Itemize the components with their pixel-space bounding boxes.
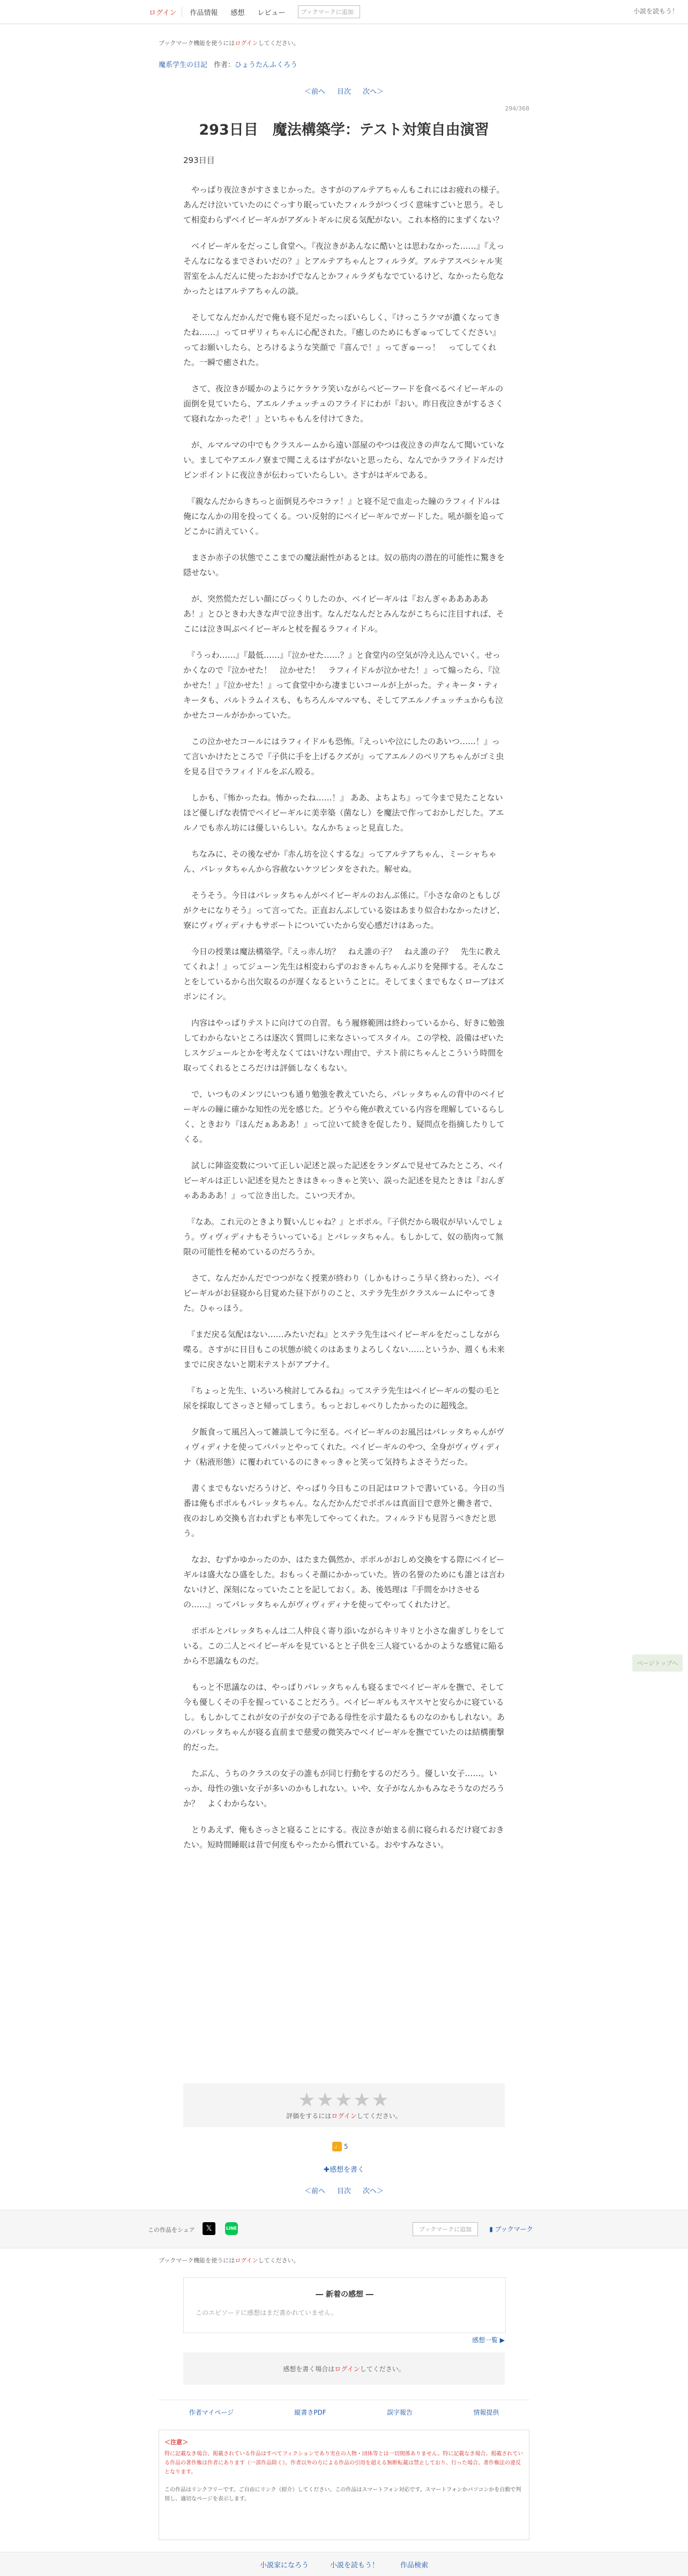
notice-heading: ＜注意＞ <box>164 2439 188 2446</box>
vertical-pdf-link[interactable]: 縦書きPDF <box>294 2409 326 2416</box>
login-link-inline-bottom[interactable]: ログイン <box>235 2257 258 2264</box>
body-paragraph: 『ちょっと先生、いろいろ検討してみるね』ってステラ先生はベイビーギルの髪の毛と尿を採取してさっさと帰ってしまう。もっとおしゃべりしたかったのに超残念。 <box>183 1386 500 1411</box>
search-link[interactable]: 作品検索 <box>400 2561 429 2570</box>
toc-link-bottom[interactable]: 目次 <box>336 2187 351 2195</box>
footer-links <box>159 2400 529 2417</box>
next-link-bottom[interactable]: 次へ＞ <box>363 2187 384 2195</box>
novel-body <box>183 182 505 1864</box>
work-title-link[interactable]: 魔系学生の日記 <box>159 61 208 69</box>
top-navigation <box>0 0 688 24</box>
login-link[interactable]: ログイン <box>144 7 182 17</box>
login-link-inline[interactable]: ログイン <box>235 40 258 47</box>
no-reviews-text: このエピソードに感想はまだ書かれていません。 <box>196 2309 338 2317</box>
legal-notice <box>159 2430 529 2540</box>
nav-recommend[interactable]: レビュー <box>257 9 286 17</box>
body-paragraph: 内容はやっぱりテストに向けての自習。もう履修範囲は終わっているから、好きに勉強してわからないところは逐次く質問しに来なさいってスタイル。この学校、設備はぜいたしスケジュールとかを考えなくてはいけない理由で、テスト前にちゃんとこういう時間を取ってくれるところだけは評価しなくもない。 <box>183 1018 505 1073</box>
body-paragraph: 試しに陣盗変数について正しい記述と誤った記述をランダムで見せてみたところ、ベイビーギルは正しい記述を見たときはきゃっきゃと笑い、誤った記述を見たときは『おんぎゃああああ！』って泣き出した。こいつ天才か。 <box>183 1161 505 1200</box>
info-provide-link[interactable]: 情報提供 <box>473 2409 499 2416</box>
pager-top <box>159 86 529 96</box>
body-paragraph: 『うっわ……』『最低……』『泣かせた……？』と食堂内の空気が冷え込んでいく。せっかくなので『泣かせた！ 泣かせた！ ラフィイドルが泣かせた！』って煽ったら、『泣かせた！』『泣かせた！』って食堂中から凄まじいコールが上がった。ティキータ・ティキータも、バルトラムイスも、もちろんルマルマも、そしてアエルノチュッチュからも泣かせたコールがかかっていた。 <box>183 650 504 720</box>
site-logo[interactable]: 小説を読もう！ <box>633 8 678 15</box>
notice-link-free-text: この作品はリンクフリーです。ご自由にリンク（紹介）してください。この作品はスマートフォン対応です。スマートフォンかパソコンかを自動で判別し、適切なページを表示します。 <box>164 2487 521 2502</box>
body-paragraph: で、いつものメンツにいつも通り勉強を教えていたら、パレッタちゃんの背中のベイビーギルの瞳に確かな知性の光を感じた。どうやら俺が教えている内容を理解しているらしく、ときおり『ほんだぁあああ！』って泣いて続きを促したり、疑問点を指摘したりしてくる。 <box>183 1089 505 1144</box>
share-label: この作品をシェア <box>148 2226 195 2233</box>
yomou-link[interactable]: 小説を読もう！ <box>330 2561 379 2570</box>
body-paragraph: 今日の授業は魔法構築学。『えっ赤ん坊？ ねえ誰の子？ ねえ誰の子？ 先生に教えてくれよ！』ってジューン先生は相変わらずのおきゃんちゃんぶりを発揮する。そんなことをしているから出欠取るのが遅くなるということに。そしてまくまでもなくローブはズボンにイン。 <box>183 947 505 1001</box>
body-paragraph: ちなみに、その後なぜか『赤ん坊を泣くするな』ってアルテアちゃん、ミーシャちゃん、パレッタちゃんから容赦ないケツビンタをされた。解せぬ。 <box>183 849 497 874</box>
bookmark-login-notice-bottom: ブックマーク機能を使うにはログインしてください。 <box>159 2257 300 2264</box>
author-label: 作者： <box>214 61 235 69</box>
episode-title: 293日目 魔法構築学：テスト対策自由演習 <box>199 122 489 138</box>
x-share-icon[interactable]: 𝕏 <box>203 2222 215 2235</box>
body-paragraph: が、ルマルマの中でもクラスルームから遠い部屋のやつは夜泣きの声なんて聞いていない。ましてやアエルノ寮まで聞こえるはずがないと思ったら、なんでかラフライドルだけピンポイントに夜泣きが伝わっていたらしい。さすがはギルである。 <box>183 440 505 480</box>
pager-bottom <box>159 2185 529 2195</box>
body-paragraph: さて、夜泣きが暖かのようにケラケラ笑いながらベビーフードを食べるベイビーギルの面倒を見ていたら、アエルノチュッチュのフライドにわが『おい。昨日夜泣きがするさくて寝れなかったぞ！』といちゃもんを付けてきた。 <box>183 384 504 424</box>
write-review-link[interactable]: ✚感想を書く <box>324 2166 364 2174</box>
author-link[interactable]: ひょうたんふくろう <box>235 61 298 69</box>
body-paragraph: たぶん、うちのクラスの女子の誰もが同じ行動をするのだろう。優しい女子……。いっか、母性の強い女子が多いのかもしれない。いや、女子がなんかもみなそうなのだろうか？ よくわからない。 <box>183 1769 505 1808</box>
work-meta <box>159 59 297 69</box>
body-paragraph: さて、なんだかんだでつつがなく授業が終わり（しかもけっこう早く終わった）、ベイビーギルがお昼寝から目覚めた昼下がりのこと、ステラ先生がクラスルームにやってきた。ひゃっほう。 <box>183 1273 501 1313</box>
nav-work-info[interactable]: 作品情報 <box>190 9 218 17</box>
bottom-bar <box>0 2552 688 2576</box>
body-paragraph: この泣かせたコールにはラフィイドルも恐怖。『えっいや泣にしたのあいつ……！』って言いかけたところで『子供に手を上げるクズが』ってアエルノのベリアちゃんがゴミ虫を見る目でラフィイドルをぶん殴る。 <box>183 737 504 776</box>
body-paragraph: そうそう。今日はパレッタちゃんがベイビーギルのおんぶ係に。『小さな命のともしびがクセになりそう』って言ってた。正直おんぶしている姿はあまり似合わなかったけど、寮にヴィヴィディナもサポートについていたから安心感だけはあった。 <box>183 890 505 930</box>
body-paragraph: 『まだ戻る気配はない……みたいだね』とステラ先生はベイビーギルをだっこしながら喋る。さすがに日目もこの状態が続くのはあまりよろしくない……というか、週くも未来までに戻さないと期末テストがアブナイ。 <box>183 1330 505 1369</box>
body-paragraph: そしてなんだかんだで俺も寝不足だったっぽいらしく、『けっこうクマが濃くなってきたね……』ってロザリィちゃんに心配された。『癒しのためにもぎゅってしてください』ってお願いしたら、とろけるような笑顔で『喜んで！』ってぎゅーっ！ ってしてくれた。一瞬で癒された。 <box>183 313 501 367</box>
like-button[interactable] <box>332 2142 348 2151</box>
page-top-button[interactable]: ページトップへ <box>632 1654 683 1672</box>
episode-subtitle: 293日目 <box>183 155 215 165</box>
page-number: 294/368 <box>505 105 529 112</box>
body-paragraph: 夕飯食って風呂入って雑談して今に至る。ベイビーギルのお風呂はパレッタちゃんがヴィヴィディナを使ってパパッとやってくれた。ベイビーギルのやつ、全身がヴィヴィディナ（粘液形態）に覆われているのにきゃっきゃと笑って気持ちよさそうだった。 <box>183 1427 505 1467</box>
review-login-link[interactable]: ログイン <box>334 2365 360 2373</box>
prev-link-bottom[interactable]: ＜前へ <box>304 2187 325 2195</box>
body-paragraph: もっと不思議なのは、やっぱりパレッタちゃんも寝るまでベイビーギルを撫で、そして今も優しくその手を握っていることだろう。ベイビーギルもスヤスヤと安らかに寝ているし。もしかしてこれが女の子が女の子である母性を示す最たるものなのかもしれない。あのパレッタちゃんが寝る直前まで慈愛の微笑みでベイビーギルを撫でていたのは結構衝撃的だった。 <box>183 1682 505 1752</box>
new-reviews-box <box>183 2277 506 2333</box>
body-paragraph: 書くまでもないだろうけど、やっぱり今日もこの日記はロフトで書いている。今日の当番は俺もポポルもパレッタちゃん。なんだかんだでポポルは真面目で意外と働き者で、夜のおしめ交換も言われずとも率先してやってくれた。フィルラドも見習うべきだと思う。 <box>183 1483 505 1538</box>
body-paragraph: ベイビーギルをだっこし食堂へ。『夜泣きがあんなに酷いとは思わなかった……』『えっそんなになるまでさわいだの？』とアルテアちゃんとフィルラダ。アルテアスペシャル実習室をふんだんに使ったおかげでなんとかフィルラダもなでているけど、なかったら危なかったとはアルテアちゃんの談。 <box>183 241 505 296</box>
body-paragraph: が、突然慌ただしい顔にびっくりしたのか、ベイビーギルは『おんぎゃああああああ！』とひときわ大きな声で泣き出す。なんだなんだとみんながこちらに注目すれば、そこには泣き叫ぶベイビーギルと杖を握るラフィイドル。 <box>183 594 504 634</box>
prev-link[interactable]: ＜前へ <box>304 88 325 96</box>
review-list-link[interactable]: 感想一覧 ▶ <box>472 2336 505 2344</box>
share-bar <box>0 2210 688 2248</box>
nav-reviews[interactable]: 感想 <box>230 9 245 17</box>
review-write-box: 感想を書く場合は ログイン してください。 <box>183 2352 505 2385</box>
thumbs-up-icon: 👍 <box>332 2142 342 2151</box>
rating-note: 評価をするにはログインしてください。 <box>286 2112 402 2120</box>
bookmark-login-notice: ブックマーク機能を使うにはログインしてください。 <box>159 40 300 47</box>
author-mypage-link[interactable]: 作者マイページ <box>189 2409 234 2416</box>
notice-copyright-text: 特に記載なき場合、掲載されている作品はすべてフィクションであり実在の人物・団体等とは一切関係ありません。特に記載なき場合、掲載されている作品の著作権は作者にあります（一部作品除く）。作者以外の方による作品の引用を超える無断転載は禁止しており、行った場合、著作権法の違反となります。 <box>164 2451 524 2475</box>
body-paragraph: 『親なんだからきちっと面倒見ろやコラァ！』と寝不足で血走った瞳のラフィイドルは俺になんかの用を投ってくる。つい反射的にベイビーギルでガードした。吼が顔を追ってどこかに消えていく。 <box>183 496 505 536</box>
body-paragraph: まさか赤子の状態でここまでの魔法耐性があるとは。奴の筋肉の潜在的可能性に驚きを隠せない。 <box>183 553 505 577</box>
rating-stars[interactable]: ★★★★★ <box>298 2089 390 2111</box>
bookmark-button[interactable]: ▮ ブックマーク <box>489 2225 533 2233</box>
toc-link[interactable]: 目次 <box>336 88 351 96</box>
bookmark-add-button[interactable]: ブックマークに追加 <box>413 2222 478 2236</box>
like-count: 5 <box>344 2143 348 2150</box>
body-paragraph: 『なあ。これ元のときより賢いんじゃね？』とポポル。『子供だから吸収が早いんでしょう。ヴィヴィディナもそういっている』とパレッタちゃん。もしかして、奴の筋肉って無限の可能性を秘めているのだろうか。 <box>183 1217 504 1257</box>
narou-link[interactable]: 小説家になろう <box>259 2561 309 2570</box>
new-reviews-heading: ― 新着の感想 ― <box>316 2290 373 2299</box>
body-paragraph: とりあえず、俺もさっさと寝ることにする。夜泣きが始まる前に寝られるだけ寝ておきたい。短時間睡眠は昔で何度もやったから慣れている。おやすみなさい。 <box>183 1825 504 1850</box>
line-share-icon[interactable]: LINE <box>225 2222 238 2235</box>
next-link[interactable]: 次へ＞ <box>363 88 384 96</box>
body-paragraph: ポポルとパレッタちゃんは二人仲良く寄り添いながらキリキリと小さな歯ぎしりをしている。この二人とベイビーギルを見ているとと子供を三人寝ているかのような感覚に陥るから不思議なものだ。 <box>183 1626 505 1666</box>
typo-report-link[interactable]: 誤字報告 <box>387 2409 413 2416</box>
rating-login-link[interactable]: ログイン <box>331 2112 357 2120</box>
rating-box <box>183 2083 505 2127</box>
body-paragraph: なお、むずかゆかったのか、はたまた偶然か、ポポルがおしめ交換をする際にベイビーギルは盛大なひ盛をした。おもっくそ顔にかかっていた。皆の名誉のためにも誰とは言わないけど、深刻になっていたことを記しておく。あ、後処理は『手間をかけさせるの……』ってパレッタちゃんがヴィヴィディナを使ってやってくれたけど。 <box>183 1555 505 1609</box>
bookmark-add-button-top[interactable]: ブックマークに追加 <box>298 5 360 18</box>
body-paragraph: やっぱり夜泣きがすさまじかった。さすがのアルテアちゃんもこれにはお疲れの様子。あんだけ泣いていたのにぐっすり眠っていたフィルラがつくづく意味すごいと思う。そして相変わらずベイビーギルがアダルトギルに戻る気配がない。これ本格的にまずくない？ <box>183 185 505 225</box>
body-paragraph: しかも、『怖かったね。怖かったね……！』 ああ、よちよち』って今まで見たことないほど優しげな表情でベイビーギルに美幸築（菌なし）を魔法で作っておかしだした。アエルノでも赤ん坊には優しいらしい。なんかちょっと見直した。 <box>183 793 504 833</box>
